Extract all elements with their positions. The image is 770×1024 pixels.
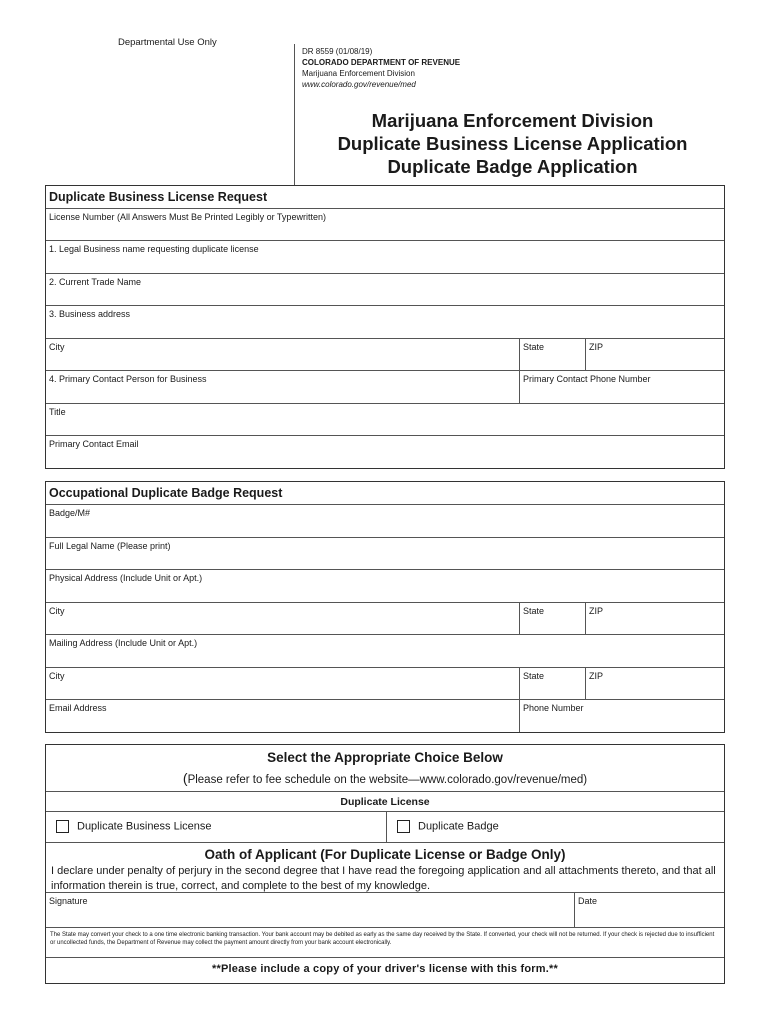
business-section-title: Duplicate Business License Request	[49, 190, 268, 204]
physical-city-field[interactable]	[46, 603, 519, 634]
signature-label: Signature	[49, 896, 88, 906]
contact-person-label: 4. Primary Contact Person for Business	[49, 374, 207, 384]
header-divider	[294, 44, 295, 185]
oath-text: I declare under penalty of perjury in the second degree that I have read the foregoing application and all attachments thereto, and that all information therein is true, correct, and complete to the best of my knowledge.	[51, 865, 716, 892]
business-city-field[interactable]	[46, 339, 519, 370]
contact-phone-label: Primary Contact Phone Number	[523, 374, 651, 384]
physical-zip-label: ZIP	[589, 606, 604, 616]
title-label: Title	[49, 407, 66, 417]
signature-field[interactable]	[46, 893, 574, 927]
drivers-license-note: **Please include a copy of your driver's license with this form.**	[46, 957, 724, 983]
trade-name-label: 2. Current Trade Name	[49, 277, 142, 287]
badge-section-title: Occupational Duplicate Badge Request	[49, 486, 283, 500]
physical-address-field[interactable]	[46, 569, 724, 602]
website-link[interactable]: www.colorado.gov/revenue/med	[302, 80, 416, 89]
business-address-field[interactable]	[46, 305, 724, 338]
email-phone-row	[46, 699, 724, 732]
business-address-label: 3. Business address	[49, 309, 131, 319]
phone-number-field[interactable]	[519, 700, 724, 732]
option-badge[interactable]	[386, 812, 724, 842]
trade-name-field[interactable]	[46, 273, 724, 305]
email-address-label: Email Address	[49, 703, 107, 713]
badge-checkbox[interactable]	[397, 820, 410, 833]
legal-business-name-label: 1. Legal Business name requesting duplicate license	[49, 244, 259, 254]
full-name-field[interactable]	[46, 537, 724, 569]
mailing-state-field[interactable]	[519, 668, 585, 699]
choice-section	[45, 744, 725, 984]
title-field[interactable]	[46, 403, 724, 435]
business-zip-label: ZIP	[589, 342, 604, 352]
license-number-label: License Number (All Answers Must Be Printed Legibly or Typewritten)	[49, 212, 326, 222]
oath-block	[46, 842, 724, 892]
physical-city-label: City	[49, 606, 65, 616]
page-title-line2: Duplicate Business License Application	[337, 133, 688, 154]
page-title-line1: Marijuana Enforcement Division	[371, 110, 654, 131]
choice-options-row	[46, 811, 724, 842]
physical-city-row	[46, 602, 724, 634]
email-address-field[interactable]	[46, 700, 519, 732]
business-zip-field[interactable]	[585, 339, 724, 370]
date-label: Date	[578, 896, 598, 906]
business-city-label: City	[49, 342, 65, 352]
mailing-address-field[interactable]	[46, 634, 724, 667]
contact-phone-field[interactable]	[519, 371, 724, 403]
business-state-label: State	[523, 342, 545, 352]
mailing-city-row	[46, 667, 724, 699]
fee-note-paren: (	[182, 770, 188, 786]
fee-note-text: Please refer to fee schedule on the website—www.colorado.gov/revenue/med)	[187, 774, 588, 786]
legal-business-name-field[interactable]	[46, 240, 724, 273]
mailing-zip-label: ZIP	[589, 671, 604, 681]
business-license-section	[45, 185, 725, 469]
oath-title: Oath of Applicant (For Duplicate License or Badge Only)	[204, 847, 566, 862]
full-name-label: Full Legal Name (Please print)	[49, 541, 171, 551]
badge-number-field[interactable]	[46, 504, 724, 537]
business-city-row	[46, 338, 724, 370]
division-name: Marijuana Enforcement Division	[302, 69, 415, 78]
mailing-zip-field[interactable]	[585, 668, 724, 699]
contact-email-label: Primary Contact Email	[49, 439, 139, 449]
mailing-city-label: City	[49, 671, 65, 681]
choice-title: Select the Appropriate Choice Below	[267, 750, 503, 765]
physical-address-label: Physical Address (Include Unit or Apt.)	[49, 573, 203, 583]
business-license-checkbox[interactable]	[56, 820, 69, 833]
physical-state-field[interactable]	[519, 603, 585, 634]
option-business-license[interactable]	[46, 812, 386, 842]
badge-option-label: Duplicate Badge	[418, 820, 499, 833]
page-title-line3: Duplicate Badge Application	[387, 156, 638, 177]
fee-schedule-note	[46, 767, 724, 791]
badge-number-label: Badge/M#	[49, 508, 91, 518]
business-state-field[interactable]	[519, 339, 585, 370]
duplicate-license-header: Duplicate License	[46, 791, 724, 811]
badge-section	[45, 481, 725, 733]
mailing-state-label: State	[523, 671, 545, 681]
physical-zip-field[interactable]	[585, 603, 724, 634]
departmental-use-label: Departmental Use Only	[118, 37, 217, 48]
contact-person-field[interactable]	[46, 371, 519, 403]
physical-state-label: State	[523, 606, 545, 616]
department-name: COLORADO DEPARTMENT OF REVENUE	[302, 58, 461, 67]
license-number-field[interactable]	[46, 208, 724, 240]
contact-email-field[interactable]	[46, 435, 724, 468]
mailing-city-field[interactable]	[46, 668, 519, 699]
phone-number-label: Phone Number	[523, 703, 584, 713]
contact-person-row	[46, 370, 724, 403]
date-field[interactable]	[574, 893, 724, 927]
form-number: DR 8559 (01/08/19)	[302, 47, 373, 56]
mailing-address-label: Mailing Address (Include Unit or Apt.)	[49, 638, 198, 648]
business-license-option-label: Duplicate Business License	[77, 820, 212, 833]
signature-row	[46, 892, 724, 927]
check-conversion-notice: The State may convert your check to a one time electronic banking transaction. Your bank account may be debited as early as the same day received by the State. If converted, your check will not be returned. If your check is rejected due to insufficient or uncollected funds, the Department of Revenue may collect the payment amount directly from your bank account electronically.	[46, 927, 724, 957]
